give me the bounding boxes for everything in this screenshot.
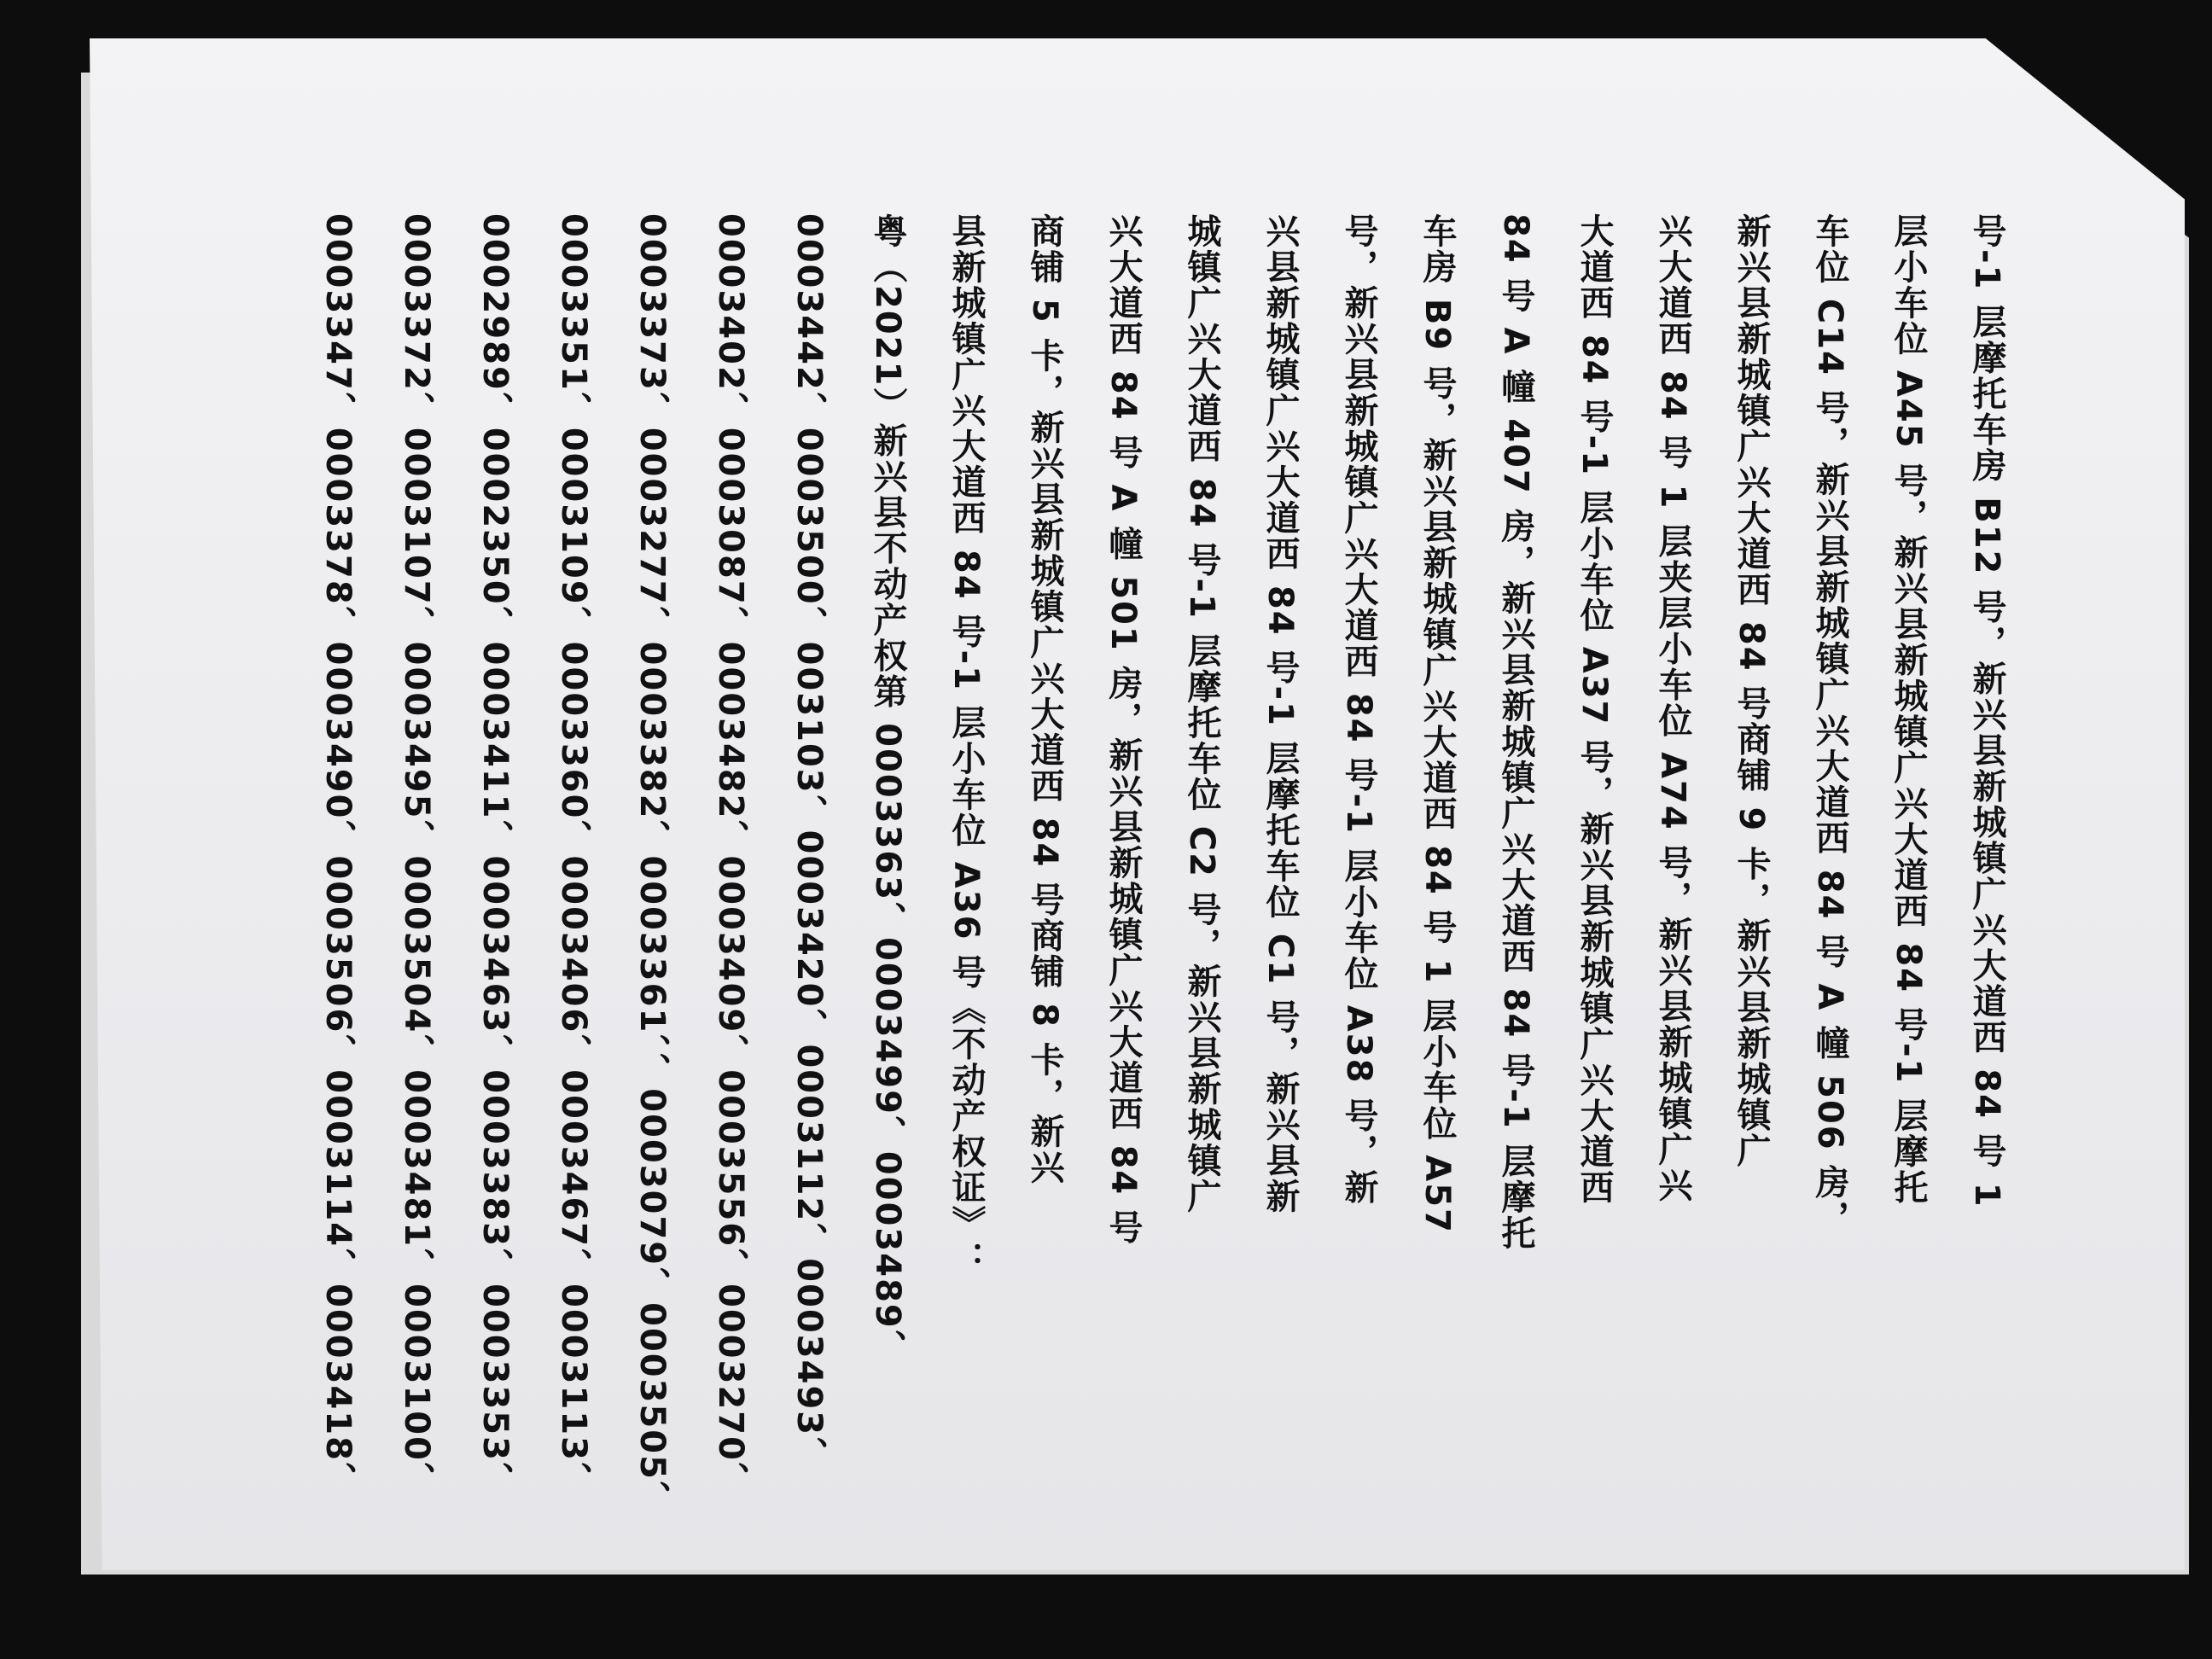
text-line: 0003347、0003378、0003490、0003506、0003114、0003418、 bbox=[318, 213, 358, 1498]
text-line: 0003442、0003500、003103、0003420、0003112、0003493、 bbox=[789, 213, 829, 1473]
text-line: 车房 B9 号，新兴县新城镇广兴大道西 84 号 1 层小车位 A57 bbox=[1417, 213, 1457, 1234]
text-line: 商铺 5 卡，新兴县新城镇广兴大道西 84 号商铺 8 卡，新兴 bbox=[1025, 213, 1064, 1185]
text-line: 县新城镇广兴大道西 84 号-1 层小车位 A36 号《不动产权证》： bbox=[946, 213, 986, 1278]
text-line: 城镇广兴大道西 84 号-1 层摩托车位 C2 号，新兴县新城镇广 bbox=[1182, 213, 1221, 1214]
text-line: 84 号 A 幢 407 房，新兴县新城镇广兴大道西 84 号-1 层摩托 bbox=[1496, 213, 1535, 1251]
text-line: 粤（2021）新兴县不动产权第 0003363、0003499、0003489、 bbox=[868, 213, 907, 1365]
document-text-column bbox=[299, 213, 2026, 1516]
text-line: 0002989、0002350、0003411、0003463、0003383、0003353、 bbox=[475, 213, 515, 1498]
text-line: 兴大道西 84 号 1 层夹层小车位 A74 号，新兴县新城镇广兴 bbox=[1653, 213, 1692, 1203]
text-line: 号-1 层摩托车房 B12 号，新兴县新城镇广兴大道西 84 号 1 bbox=[1967, 213, 2006, 1208]
text-line: 新兴县新城镇广兴大道西 84 号商铺 9 卡，新兴县新城镇广 bbox=[1732, 213, 1771, 1169]
text-line: 0003373、0003277、0003382、0003361、、0003079、0003505、 bbox=[632, 213, 672, 1516]
text-line: 0003402、0003087、0003482、0003409、0003556、0003270、 bbox=[711, 213, 750, 1498]
text-line: 层小车位 A45 号，新兴县新城镇广兴大道西 84 号-1 层摩托 bbox=[1889, 213, 1928, 1206]
text-line: 兴大道西 84 号 A 幢 501 房，新兴县新城镇广兴大道西 84 号 bbox=[1103, 213, 1143, 1246]
text-line: 车位 C14 号，新兴县新城镇广兴大道西 84 号 A 幢 506 房， bbox=[1810, 213, 1849, 1237]
text-line: 0003351、0003109、0003360、0003406、0003467、0003113、 bbox=[554, 213, 593, 1498]
text-line: 0003372、0003107、0003495、0003504、0003481、0003100、 bbox=[397, 213, 436, 1498]
document-body bbox=[299, 213, 2026, 1516]
text-line: 号，新兴县新城镇广兴大道西 84 号-1 层小车位 A38 号，新 bbox=[1339, 213, 1378, 1206]
text-line: 大道西 84 号-1 层小车位 A37 号，新兴县新城镇广兴大道西 bbox=[1575, 213, 1614, 1206]
text-line: 兴县新城镇广兴大道西 84 号-1 层摩托车位 C1 号，新兴县新 bbox=[1260, 213, 1300, 1214]
